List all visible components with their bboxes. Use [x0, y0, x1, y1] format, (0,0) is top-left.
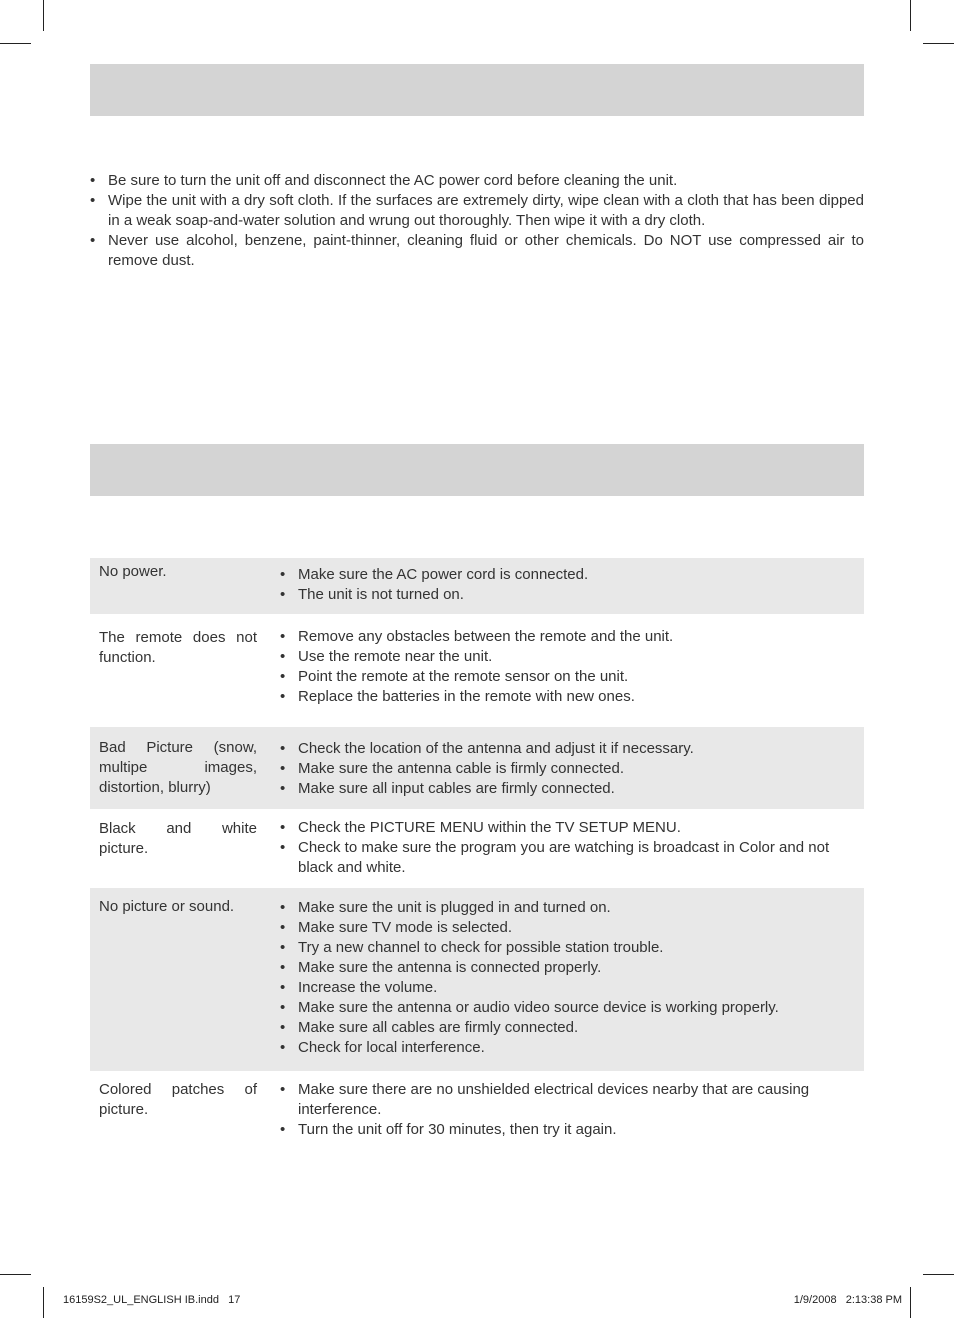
cleaning-header-bar [90, 64, 864, 116]
solution-item: • Point the remote at the remote sensor on the unit. [280, 667, 850, 687]
solution-item: • Check to make sure the program you are watching is broadcast in Color and not black and white. [280, 838, 850, 878]
solution-item: • Make sure all input cables are firmly connected. [280, 779, 850, 799]
solution-item: • Make sure the antenna cable is firmly connected. [280, 759, 850, 779]
solution-item: • Increase the volume. [280, 978, 850, 998]
crop-mark [43, 0, 44, 31]
solution-list [280, 1080, 850, 1140]
cleaning-bullet: • Wipe the unit with a dry soft cloth. If the surfaces are extremely dirty, wipe clean with a cloth that has been dipped in a weak soap-and-water solution and wrung out thoroughly. Then wipe it with a dry cloth. [90, 191, 864, 231]
troubleshooting-row [90, 809, 864, 888]
solution-item: • Make sure the AC power cord is connected. [280, 565, 850, 585]
solution-item: • Make sure the antenna is connected properly. [280, 958, 850, 978]
solution-item: • Use the remote near the unit. [280, 647, 850, 667]
crop-mark [910, 0, 911, 31]
solution-list [280, 818, 850, 878]
solution-list [280, 898, 850, 1058]
crop-mark [0, 43, 31, 44]
troubleshooting-row [90, 727, 864, 809]
problem-cell: The remote does not function. [99, 629, 257, 666]
troubleshooting-row [90, 614, 864, 727]
solution-item: • Make sure the unit is plugged in and turned on. [280, 898, 850, 918]
solution-list [280, 739, 850, 799]
troubleshooting-row [90, 888, 864, 1071]
footer-timestamp: 1/9/2008 2:13:38 PM [793, 1294, 902, 1306]
footer-file-info: 16159S2_UL_ENGLISH IB.indd 17 [63, 1294, 241, 1306]
solution-item: • The unit is not turned on. [280, 585, 850, 605]
crop-mark [0, 1274, 31, 1275]
solution-item: • Remove any obstacles between the remote and the unit. [280, 627, 850, 647]
crop-mark [910, 1287, 911, 1318]
solution-item: • Turn the unit off for 30 minutes, then try it again. [280, 1120, 850, 1140]
solution-item: • Make sure there are no unshielded electrical devices nearby that are causing interference. [280, 1080, 850, 1120]
problem-cell: Black and white picture. [99, 820, 257, 857]
solution-item: • Check for local interference. [280, 1038, 850, 1058]
solution-item: • Try a new channel to check for possible station trouble. [280, 938, 850, 958]
troubleshooting-row [90, 1071, 864, 1153]
problem-cell: Colored patches of picture. [99, 1081, 257, 1118]
solution-item: • Make sure all cables are firmly connected. [280, 1018, 850, 1038]
problem-cell: No picture or sound. [99, 898, 235, 915]
crop-mark [923, 43, 954, 44]
solution-item: • Check the location of the antenna and adjust it if necessary. [280, 739, 850, 759]
crop-mark [923, 1274, 954, 1275]
problem-cell: No power. [99, 563, 167, 580]
troubleshooting-row [90, 558, 864, 614]
solution-list [280, 627, 850, 707]
solution-list [280, 565, 850, 605]
cleaning-bullet: • Be sure to turn the unit off and disconnect the AC power cord before cleaning the unit. [90, 171, 864, 191]
solution-item: • Replace the batteries in the remote with new ones. [280, 687, 850, 707]
cleaning-bullet-list [90, 171, 864, 271]
problem-cell: Bad Picture (snow, multipe images, distortion, blurry) [99, 739, 257, 796]
troubleshooting-header-bar [90, 444, 864, 496]
solution-item: • Check the PICTURE MENU within the TV SETUP MENU. [280, 818, 850, 838]
solution-item: • Make sure the antenna or audio video source device is working properly. [280, 998, 850, 1018]
solution-item: • Make sure TV mode is selected. [280, 918, 850, 938]
crop-mark [43, 1287, 44, 1318]
cleaning-bullet: • Never use alcohol, benzene, paint-thinner, cleaning fluid or other chemicals. Do NOT use compressed air to remove dust. [90, 231, 864, 271]
